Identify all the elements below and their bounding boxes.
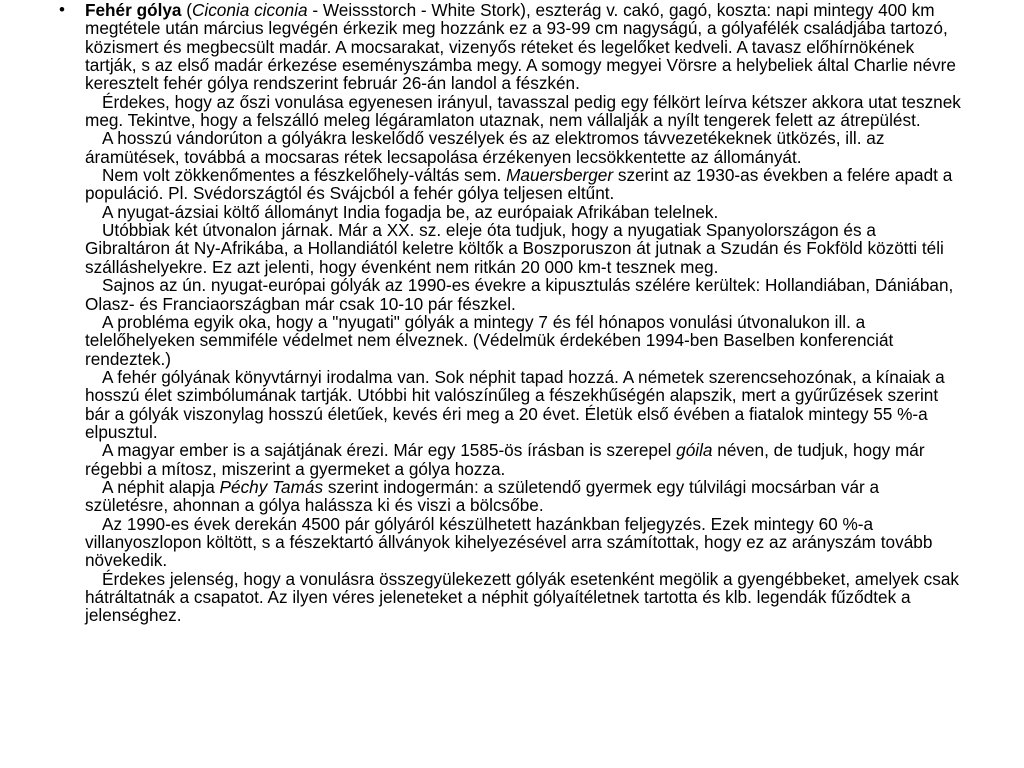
paragraph-text: A fehér gólyának könyvtárnyi irodalma van. Sok néphit tapad hozzá. A németek szerencsehozónak, a kínaiak a hosszú élet szimbólumának tartják. Utóbbi hit valószínűleg a fészekhűségén alapszik, mert a gyűrűzések szerint bár a gólyák viszonylag hosszú életűek, kevés éri meg a 20 évet. Életük első évében a fiatalok mintegy 55 %-a elpusztul. [85, 366, 945, 442]
paragraph [85, 1, 963, 93]
paragraph [85, 478, 963, 515]
paragraph-text: Érdekes, hogy az őszi vonulása egyenesen irányul, tavasszal pedig egy félkört leírva kétszer akkora utat tesznek meg. Tekintve, hogy a felszálló meleg légáramlaton utaznak, nem vállalják a nyílt tengerek felett az átrepülést. [85, 91, 961, 131]
bullet-marker: • [59, 0, 65, 19]
paragraph [85, 93, 963, 130]
italic-term: Péchy Tamás [219, 476, 324, 497]
paragraph-text: A nyugat-ázsiai költő állományt India fogadja be, az európaiak Afrikában telelnek. [102, 201, 719, 222]
italic-term: Ciconia ciconia [191, 0, 308, 20]
paragraph [85, 221, 963, 276]
paragraph-text: Érdekes jelenség, hogy a vonulásra összegyülekezett gólyák esetenként megölik a gyengébbeket, amelyek csak hátráltatnák a csapatot. Az ilyen véres jeleneteket a néphit gólyaítéletnek tartotta és klb. legendák fűződtek a jelenséghez. [85, 568, 960, 626]
paragraph [85, 276, 963, 313]
article-body [85, 1, 963, 625]
paragraph-text: A probléma egyik oka, hogy a "nyugati" gólyák a mintegy 7 és fél hónapos vonulási útvonalukon ill. a telelőhelyeken semmiféle védelmet nem élveznek. (Védelmük érdekében 1994-ben Baselben konferenciát rendeztek.) [85, 311, 894, 369]
paragraph-text: Utóbbiak két útvonalon járnak. Már a XX. sz. eleje óta tudjuk, hogy a nyugatiak Spanyolországon és a Gibraltáron át Ny-Afrikába, a Hollandiától keletre költők a Boszporuszon át jutnak a Szudán és Fokföld közötti téli szálláshelyekre. Ez azt jelenti, hogy évenként nem ritkán 20 000 km-t tesznek meg. [85, 220, 944, 277]
paragraph [85, 313, 963, 368]
paragraph-text: A magyar ember is a sajátjának érezi. Már egy 1585-ös írásban is szerepel [102, 440, 677, 461]
italic-term: góila [676, 440, 713, 461]
paragraph-text: A néphit alapja [102, 476, 220, 497]
paragraph-text: néven, de tudjuk, hogy már régebbi a mítosz, miszerint a gyermeket a gólya hozza. [85, 440, 925, 479]
paragraph [85, 129, 963, 166]
paragraph-text: ( [181, 0, 192, 20]
paragraph-text: szerint az 1930-as években a felére apadt a populáció. Pl. Svédországtól és Svájcból a fehér gólya teljesen eltűnt. [85, 165, 953, 204]
italic-term: Mauersberger [506, 165, 614, 186]
paragraph-text: - Weissstorch - White Stork), eszterág v. cakó, gagó, koszta: napi mintegy 400 km megtétele után március legvégén érkezik meg hozzánk ez a 93-99 cm nagyságú, a gólyafélék családjába tartozó, közismert és megbecsült madár. A mocsarakat, vizenyős réteket és legelőket kedveli. A tavasz előhírnökének tartják, s az első madár érkezése eseményszámba megy. A somogy megyei Vörsre a helybeliek által Charlie névre keresztelt fehér gólya rendszerint február 26-án landol a fészkén. [85, 0, 956, 94]
bold-term: Fehér gólya [85, 0, 182, 20]
paragraph [85, 570, 963, 625]
paragraph-text: szerint indogermán: a születendő gyermek egy túlvilági mocsárban vár a születésre, ahonnan a gólya halássza ki és viszi a bölcsőbe. [85, 476, 880, 516]
paragraph-text: A hosszú vándorúton a gólyákra leskelődő veszélyek és az elektromos távvezetékeknek ütközés, ill. az áramütések, továbbá a mocsaras rétek lecsapolása érzékenyen lecsökkentette az állományát. [85, 128, 885, 167]
paragraph [85, 441, 963, 478]
paragraph [85, 203, 963, 221]
paragraph-text: Nem volt zökkenőmentes a fészkelőhely-váltás sem. [102, 165, 507, 186]
paragraph [85, 515, 963, 570]
paragraph [85, 368, 963, 441]
paragraph [85, 166, 963, 203]
paragraph-text: Az 1990-es évek derekán 4500 pár gólyáról készülhetett hazánkban feljegyzés. Ezek mintegy 60 %-a villanyoszlopon költött, s a fészektartó állványok kihelyezésével arra számítottak, hogy ez az arányszám tovább növekedik. [85, 513, 933, 571]
paragraph-text: Sajnos az ún. nyugat-európai gólyák az 1990-es évekre a kipusztulás szélére kerültek: Hollandiában, Dániában, Olasz- és Franciaországban már csak 10-10 pár fészkel. [85, 275, 954, 314]
